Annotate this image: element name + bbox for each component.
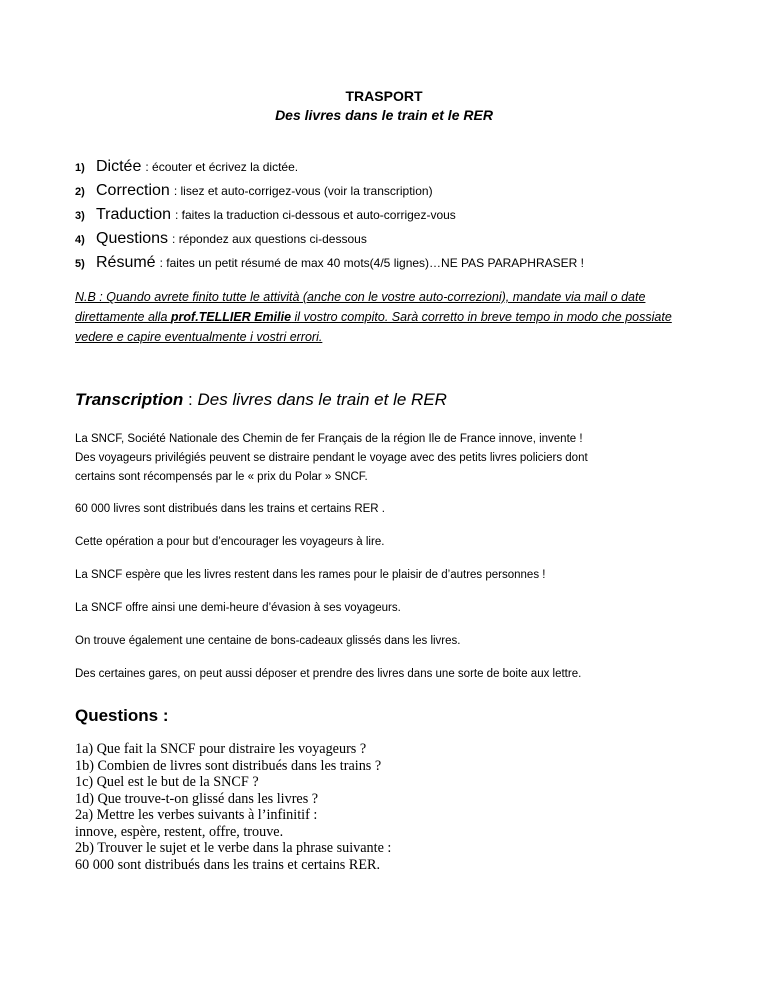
task-description: : écouter et écrivez la dictée. [145, 160, 299, 174]
question-line: innove, espère, restent, offre, trouve. [75, 823, 284, 840]
transcription-body [75, 430, 700, 698]
task-name: Correction [96, 182, 170, 199]
question-line: 1d) Que trouve-t-on glissé dans les livres ? [75, 790, 319, 807]
task-item [75, 254, 715, 278]
question-line: 1c) Quel est le but de la SNCF ? [75, 774, 259, 790]
question-line: 1b) Combien de livres sont distribués dans les trains ? [75, 757, 382, 774]
transcription-paragraph: La SNCF offre ainsi une demi-heure d’évasion à ses voyageurs. [75, 602, 401, 614]
questions-heading: Questions : [75, 706, 169, 725]
transcription-line: La SNCF, Société Nationale des Chemin de fer Français de la région Ile de France innove, invente ! [75, 433, 583, 445]
task-item [75, 230, 715, 254]
task-name: Dictée [96, 158, 142, 175]
task-description: : lisez et auto-corrigez-vous (voir la transcription) [173, 184, 433, 198]
transcription-label: Transcription [75, 390, 184, 409]
task-description: : faites un petit résumé de max 40 mots(4/5 lignes)…NE PAS PARAPHRASER ! [159, 256, 584, 270]
instructions-note [75, 287, 700, 347]
task-number: 5) [75, 258, 85, 270]
transcription-title: Des livres dans le train et le RER [197, 390, 447, 409]
question-line: 2a) Mettre les verbes suivants à l’infinitif : [75, 807, 318, 823]
teacher-name: prof.TELLIER Emilie [170, 310, 292, 324]
task-number: 3) [75, 210, 85, 222]
question-line: 1a) Que fait la SNCF pour distraire les voyageurs ? [75, 741, 367, 757]
task-name: Questions [96, 230, 169, 247]
task-number: 1) [75, 162, 85, 174]
task-name: Résumé [96, 254, 156, 271]
transcription-separator: : [183, 390, 198, 409]
task-item [75, 158, 715, 182]
task-list [75, 158, 715, 278]
task-description: : faites la traduction ci-dessous et auto-corrigez-vous [175, 208, 456, 222]
transcription-paragraph: Cette opération a pour but d’encourager les voyageurs à lire. [75, 536, 385, 548]
question-line: 60 000 sont distribués dans les trains et certains RER. [75, 856, 380, 873]
task-description: : répondez aux questions ci-dessous [172, 232, 367, 246]
transcription-heading [75, 390, 447, 410]
document-subtitle: Des livres dans le train et le RER [275, 107, 493, 123]
task-name: Traduction [96, 206, 171, 223]
task-number: 2) [75, 186, 85, 198]
note-text-before: N.B : Quando avrete finito tutte le attività (anche con le vostre auto-correzioni), mandate via mail o date direttamente alla [75, 290, 646, 324]
task-number: 4) [75, 234, 85, 246]
transcription-paragraph [75, 430, 700, 487]
question-line: 2b) Trouver le sujet et le verbe dans la phrase suivante : [75, 840, 392, 856]
task-item [75, 206, 715, 230]
transcription-line: Des voyageurs privilégiés peuvent se distraire pendant le voyage avec des petits livres policiers dont [75, 452, 588, 464]
transcription-paragraph: Des certaines gares, on peut aussi déposer et prendre des livres dans une sorte de boite aux lettre. [75, 668, 582, 680]
transcription-line: certains sont récompensés par le « prix du Polar » SNCF. [75, 471, 368, 483]
transcription-paragraph: On trouve également une centaine de bons-cadeaux glissés dans les livres. [75, 635, 461, 647]
task-item [75, 182, 715, 206]
transcription-paragraph: La SNCF espère que les livres restent dans les rames pour le plaisir de d’autres personnes ! [75, 569, 546, 581]
transcription-paragraph: 60 000 livres sont distribués dans les trains et certains RER . [75, 503, 386, 515]
document-title: TRASPORT [345, 88, 423, 104]
note-text-after: il vostro compito. Sarà corretto in breve tempo in modo che possiate vedere e capire eventualmente i vostri errori. [75, 310, 672, 344]
questions-list [75, 741, 700, 873]
